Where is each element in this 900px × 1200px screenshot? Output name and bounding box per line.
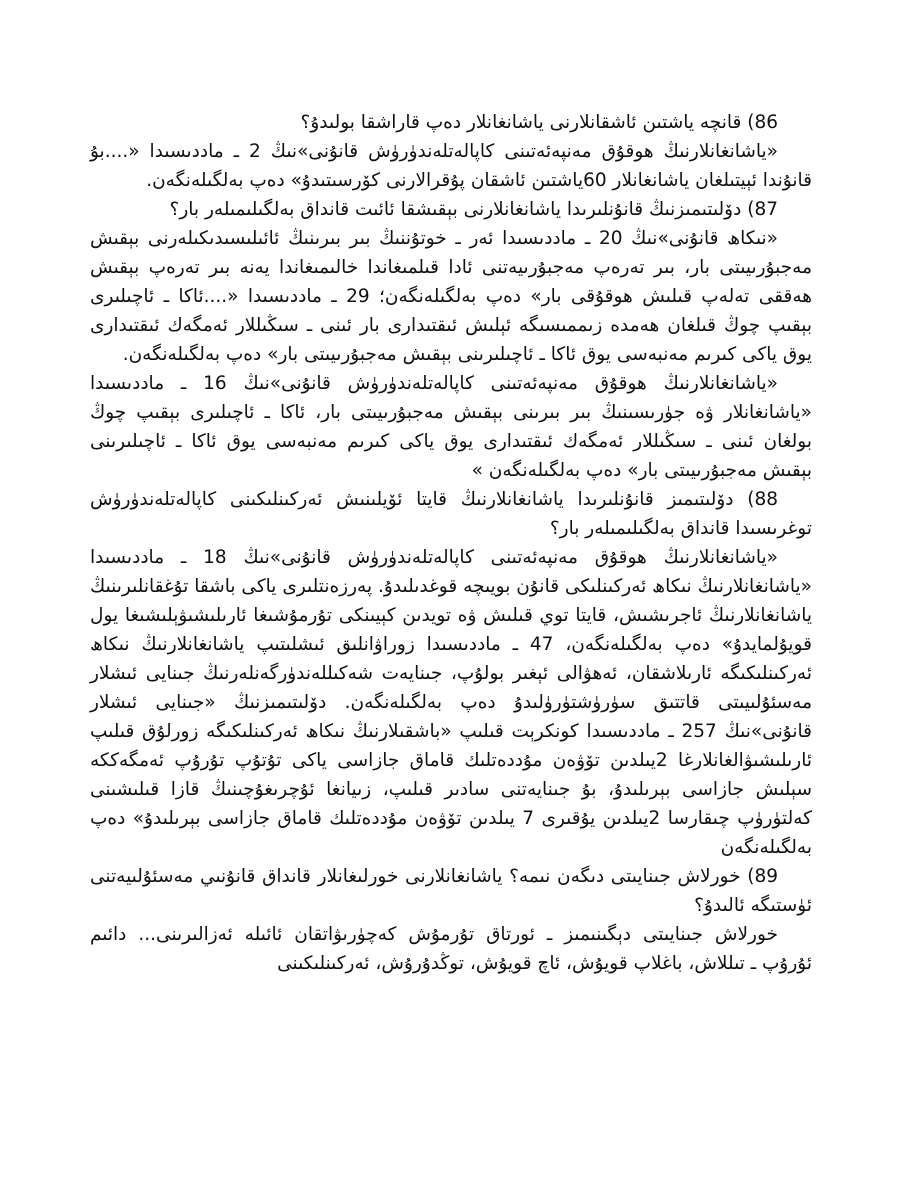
question-89: 89) خورلاش جىنايىتى دىگەن نىمە؟ ياشانغانلارنى خورلىغانلار قانداق قانۇنىي مەسئۇلىيەتنى ئۈستىگە ئالىدۇ؟ bbox=[90, 866, 812, 916]
question-87: 87) دۆلىتىمىزنىڭ قانۇنلىرىدا ياشانغانلارنى بېقىشقا ئائىت قانداق بەلگىلىمىلەر بار؟ bbox=[169, 199, 778, 220]
answer-paragraph: «ياشانغانلارنىڭ ھوقۇق مەنپەئەتىنى كاپالەتلەندۈرۈش قانۇنى»نىڭ 18 ـ ماددىسىدا «ياشانغانلارنىڭ نىكاھ ئەركىنلىكى قانۇن بويىچە قوغدىلىدۇ. پەرزەنتلىرى ياكى باشقا تۇغقانلىرىنىڭ ياشانغانلارنىڭ ئاجرىشىش، قايتا توي قىلىش ۋە تويدىن كېيىنكى تۇرمۇشىغا ئارىلىشىۋېلىشىغا يول قويۇلمايدۇ» دەپ بەلگىلەنگەن، 47 ـ ماددىسىدا زوراۋانلىق ئىشلىتىپ ياشانغانلارنىڭ نىكاھ ئەركىنلىكىگە ئارىلاشقان، ئەھۋالى ئېغىر بولۇپ، جىنايەت شەكىللەندۈرگەنلەرنىڭ جىنايى ئىشلار مەسئۇلىيىتى قاتتىق سۈرۈشتۈرۈلىدۇ دەپ بەلگىلەنگەن. دۆلىتىمىزنىڭ «جىنايى ئىشلار قانۇنى»نىڭ 257 ـ ماددىسىدا كونكرېت قىلىپ «باشقىلارنىڭ نىكاھ ئەركىنلىكىگە زورلۇق قىلىپ ئارىلىشىۋالغانلارغا 2يىلدىن تۆۋەن مۇددەتلىك قاماق جازاسى ياكى تۇتۇپ تۇرۇپ ئەمگەككە سېلىش جازاسى بېرىلىدۇ، بۇ جىنايەتنى سادىر قىلىپ، زىيانغا ئۇچرىغۇچىنىڭ قازا قىلىشىنى كەلتۈرۈپ چىقارسا 2يىلدىن يۇقىرى 7 يىلدىن تۆۋەن مۇددەتلىك قاماق جازاسى بېرىلىدۇ» دەپ بەلگىلەنگەن bbox=[90, 547, 812, 858]
answer-paragraph: خورلاش جىنايىتى دېگىنىمىز ـ ئورتاق تۇرمۇش كەچۈرىۋاتقان ئائىلە ئەزالىرىنى... دائىم ئۇرۇپ ـ تىللاش، باغلاپ قويۇش، ئاچ قويۇش، توڭدۇرۇش، ئەركىنلىكىنى bbox=[90, 924, 812, 974]
answer-paragraph: «ياشانغانلارنىڭ ھوقۇق مەنپەئەتىنى كاپالەتلەندۈرۈش قانۇنى»نىڭ 2 ـ ماددىسىدا «....بۇ قانۇندا ئېيتىلغان ياشانغانلار 60ياشتىن ئاشقان پۇقرالارنى كۆرسىتىدۇ» دەپ بەلگىلەنگەن. bbox=[90, 141, 812, 191]
answer-paragraph: «ياشانغانلارنىڭ ھوقۇق مەنپەئەتىنى كاپالەتلەندۈرۈش قانۇنى»نىڭ 16 ـ ماددىسىدا «ياشانغانلار ۋە جۈرىسىنىڭ بىر بىرىنى بېقىش مەجبۇرىيىتى بار، ئاكا ـ ئاچىلىرى بېقىپ چوڭ بولغان ئىنى ـ سىڭىللار ئەمگەك ئىقتىدارى يوق ياكى كىرىم مەنبەسى يوق ئاكا ـ ئاچىلىرىنى بېقىش مەجبۇرىيىتى بار» دەپ بەلگىلەنگەن » bbox=[90, 373, 812, 481]
answer-paragraph: «نىكاھ قانۇنى»نىڭ 20 ـ ماددىسىدا ئەر ـ خوتۇننىڭ بىر بىرىنىڭ ئائىلىسىدىكىلەرنى بېقىش مەجبۇرىيىتى بار، بىر تەرەپ مەجبۇرىيەتنى ئادا قىلمىغاندا خالىمىغاندا يەنە بىر تەرەپ بېقىش ھەققى تەلەپ قىلىش ھوقۇقى بار» دەپ بەلگىلەنگەن؛ 29 ـ ماددىسىدا «....ئاكا ـ ئاچىلىرى بېقىپ چوڭ قىلغان ھەمدە زىممىسىگە ئېلىش ئىقتىدارى بار ئىنى ـ سىڭىللار ئەمگەك ئىقتىدارى يوق ياكى كىرىم مەنبەسى يوق ئاكا ـ ئاچىلىرىنى بېقىش مەجبۇرىيىتى بار» دەپ بەلگىلەنگەن. bbox=[90, 228, 812, 365]
question-88: 88) دۆلىتىمىز قانۇنلىرىدا ياشانغانلارنىڭ قايتا ئۆيلىنىش ئەركىنلىكىنى كاپالەتلەندۈرۈش توغرىسىدا قانداق بەلگىلىمىلەر بار؟ bbox=[90, 489, 812, 539]
question-86: 86) قانچە ياشتىن ئاشقانلارنى ياشانغانلار دەپ قاراشقا بولىدۇ؟ bbox=[300, 112, 778, 133]
